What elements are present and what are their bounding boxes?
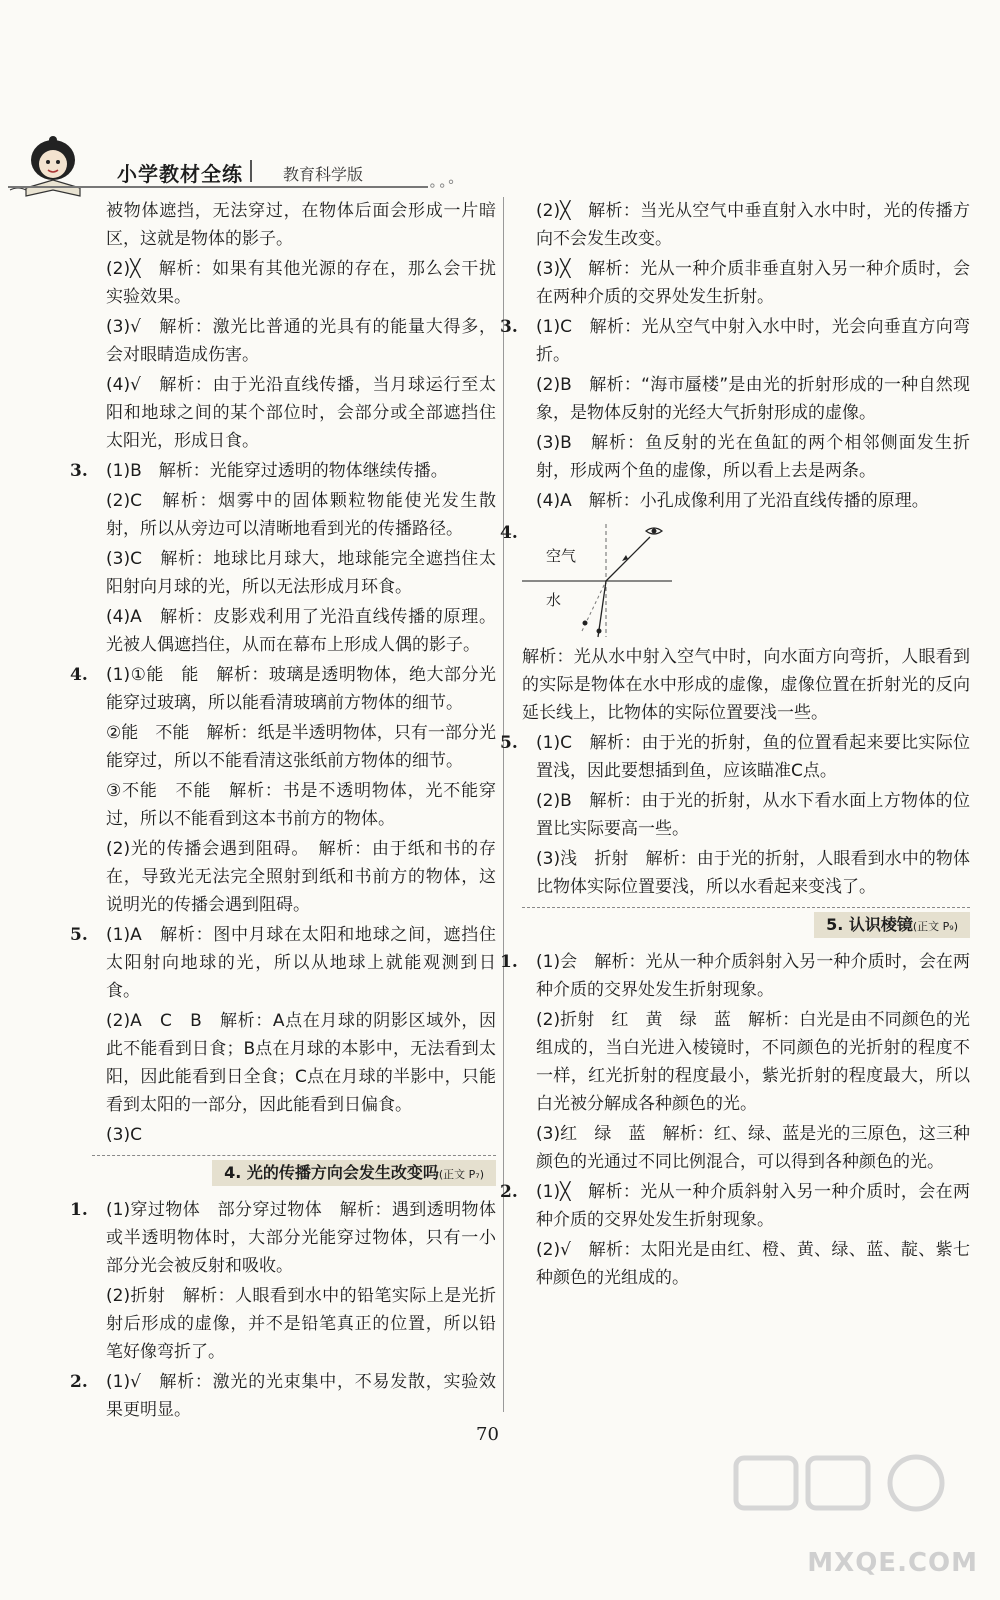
answer-line: (3)B 解析：鱼反射的光在鱼缸的两个相邻侧面发生折射，形成两个鱼的虚像，所以看上去是两条。 [536,433,970,481]
question-number: 1. [70,1200,88,1220]
question-number: 4. [70,665,88,685]
answer-line: (2)C 解析：烟雾中的固体颗粒物能使光发生散射，所以从旁边可以清晰地看到光的传播路径。 [106,491,496,539]
answer-line: (2)折射 红 黄 绿 蓝 解析：白光是由不同颜色的光组成的，当白光进入棱镜时，不同颜色的光折射的程度不一样，红光折射的程度最小，紫光折射的程度最大，所以白光被分解成各种颜色的光。 [536,1010,970,1114]
answer-line: (1)C 解析：光从空气中射入水中时，光会向垂直方向弯折。 [536,317,970,365]
right-column [500,197,970,1294]
section-title: 4. 光的传播方向会发生改变吗 [224,1163,439,1182]
edition-label: 教育科学版 [283,165,364,184]
header-dots-decoration: ∘∘° [428,178,456,194]
page-number: 70 [476,1424,499,1445]
answer-line: (1)C 解析：由于光的折射，鱼的位置看起来要比实际位置浅，因此要想插到鱼，应该瞄准C点。 [536,733,970,781]
section5-question-1 [500,948,970,1176]
image-point [583,621,588,626]
answer-line: (1)穿过物体 部分穿过物体 解析：遇到透明物体或半透明物体时，大部分光能穿过物体，只有一小部分光会被反射和吸收。 [106,1200,496,1276]
section4-question-2 [70,1368,496,1424]
question-3 [500,313,970,515]
answer-line: (2)A C B 解析：A点在月球的阴影区域外，因此不能看到日食；B点在月球的本影中，无法看到太阳，因此能看到日全食；C点在月球的半影中，只能看到太阳的一部分，因此能看到日偏食。 [106,1011,496,1115]
answer-line: (2)B 解析：“海市蜃楼”是由光的折射形成的一种自然现象，是物体反射的光经大气折射形成的虚像。 [536,375,970,423]
question-number: 4. [500,523,518,543]
question-4 [500,519,970,727]
answer-line: (3)红 绿 蓝 解析：红、绿、蓝是光的三原色，这三种颜色的光通过不同比例混合，可以得到各种颜色的光。 [536,1124,970,1172]
section5-question-2 [500,1178,970,1292]
answer-line: (2)折射 解析：人眼看到水中的铅笔实际上是光折射后形成的虚像，并不是铅笔真正的位置，所以铅笔好像弯折了。 [106,1286,496,1362]
answer-line: 解析：光从水中射入空气中时，向水面方向弯折，人眼看到的实际是物体在水中形成的虚像，虚像位置在折射光的反向延长线上，比物体的实际位置要浅一些。 [522,647,970,723]
refraction-diagram [522,519,970,639]
answer-line: (1)√ 解析：激光的光束集中，不易发散，实验效果更明显。 [106,1372,496,1420]
answer-line: (2)光的传播会遇到阻碍。 解析：由于纸和书的存在，导致光无法完全照射到纸和书前方的物体，这说明光的传播会遇到阻碍。 [106,839,496,915]
question-3 [70,457,496,659]
refraction-diagram-svg [522,519,682,639]
answer-line: 被物体遮挡，无法穿过，在物体后面会形成一片暗区，这就是物体的影子。 [106,201,496,249]
section-page-ref: (正文 P₇) [438,1168,484,1181]
answer-line: (3)√ 解析：激光比普通的光具有的能量大得多，会对眼睛造成伤害。 [106,317,496,365]
question-number: 2. [70,1372,88,1392]
answer-line: (1)A 解析：图中月球在太阳和地球之间，遮挡住太阳射向地球的光，所以从地球上就能观测到日食。 [106,925,496,1001]
label-water: 水 [546,591,562,609]
question-number: 5. [70,925,88,945]
answer-line: (4)A 解析：皮影戏利用了光沿直线传播的原理。光被人偶遮挡住，从而在幕布上形成人偶的影子。 [106,607,496,655]
answer-line: (1)①能 能 解析：玻璃是透明物体，绝大部分光能穿过玻璃，所以能看清玻璃前方物体的细节。 [106,665,496,713]
question-4 [70,661,496,919]
answer-line: (1)会 解析：光从一种介质斜射入另一种介质时，会在两种介质的交界处发生折射现象。 [536,952,970,1000]
section-heading-5 [522,907,970,942]
question-5 [70,921,496,1149]
answer-line: (1)╳ 解析：光从一种介质斜射入另一种介质时，会在两种介质的交界处发生折射现象。 [536,1182,970,1230]
question-number: 1. [500,952,518,972]
section-heading-box [814,912,970,938]
answer-line: (4)√ 解析：由于光沿直线传播，当月球运行至太阳和地球之间的某个部位时，会部分或全部遮挡住太阳光，形成日食。 [106,375,496,451]
section-page-ref: (正文 P₉) [912,920,958,933]
left-column [70,197,496,1426]
question-number: 3. [70,461,88,481]
column-divider [503,197,504,1412]
page-header [0,120,1000,200]
title-separator [250,160,252,182]
answer-line: (1)B 解析：光能穿过透明的物体继续传播。 [106,461,448,481]
mascot-reading-icon [8,130,98,200]
book-title: 小学教材全练 [117,162,243,186]
watermark-logo-icon [726,1450,976,1560]
question-5 [500,729,970,901]
answer-line: (3)C [106,1125,142,1145]
question-number: 2. [500,1182,518,1202]
answer-line: (2)B 解析：由于光的折射，从水下看水面上方物体的位置比实际要高一些。 [536,791,970,839]
answer-line: (3)╳ 解析：光从一种介质非垂直射入另一种介质时，会在两种介质的交界处发生折射。 [536,259,970,307]
answer-line: ③不能 不能 解析：书是不透明物体，光不能穿过，所以不能看到这本书前方的物体。 [106,781,496,829]
answer-line: (3)浅 折射 解析：由于光的折射，人眼看到水中的物体比物体实际位置要浅，所以水看起来变浅了。 [536,849,970,897]
label-air: 空气 [546,547,577,565]
answer-line: ②能 不能 解析：纸是半透明物体，只有一部分光能穿过，所以不能看清这张纸前方物体的细节。 [106,723,496,771]
section-heading-box [212,1160,496,1186]
question-number: 5. [500,733,518,753]
section4-question-1 [70,1196,496,1366]
answer-line: (2)╳ 解析：当光从空气中垂直射入水中时，光的传播方向不会发生改变。 [536,201,970,249]
answer-line: (2)√ 解析：太阳光是由红、橙、黄、绿、蓝、靛、紫七种颜色的光组成的。 [536,1240,970,1288]
watermark-text: MXQE.COM [807,1548,978,1578]
answer-line: (2)╳ 解析：如果有其他光源的存在，那么会干扰实验效果。 [106,259,496,307]
section-heading-4 [92,1155,496,1190]
header-rule [8,186,428,188]
object-point [597,629,602,634]
question-number: 3. [500,317,518,337]
answer-line: (3)C 解析：地球比月球大，地球能完全遮挡住太阳射向月球的光，所以无法形成月环食。 [106,549,496,597]
answer-line: (4)A 解析：小孔成像利用了光沿直线传播的原理。 [536,491,929,511]
section-title: 5. 认识棱镜 [826,915,913,934]
